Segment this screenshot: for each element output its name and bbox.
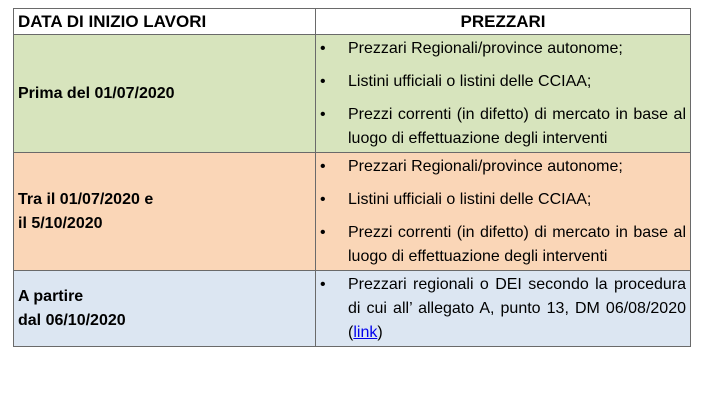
table-row [14, 35, 691, 153]
bullet-icon: • [320, 106, 326, 123]
bullet-icon: • [320, 158, 326, 175]
list-item: • Prezzi correnti (in difetto) di mercato in base al luogo di effettuazione degli interventi [320, 103, 686, 151]
list-item: • Prezzari Regionali/province autonome; [320, 155, 686, 179]
date-label: A partire [18, 287, 84, 305]
list-item: • Listini ufficiali o listini delle CCIAA; [320, 188, 686, 212]
date-label-line2: il 5/10/2020 [18, 214, 103, 232]
bullet-icon: • [320, 276, 326, 293]
prezzari-cell [316, 35, 691, 153]
closing-paren: ) [377, 324, 383, 341]
bullet-icon: • [320, 40, 326, 57]
bullet-icon: • [320, 191, 326, 208]
date-label-line2: dal 06/10/2020 [18, 311, 126, 329]
list-item: • Prezzi correnti (in difetto) di mercato in base al luogo di effettuazione degli interventi [320, 221, 686, 269]
list-item: • Listini ufficiali o listini delle CCIAA; [320, 70, 686, 94]
table-row [14, 153, 691, 271]
prezzari-list [320, 37, 686, 151]
prezzari-table [13, 8, 691, 347]
date-label: Tra il 01/07/2020 e [18, 190, 154, 208]
allegato-link[interactable]: link [353, 324, 378, 341]
header-data-inizio-lavori: DATA DI INIZIO LAVORI [14, 9, 316, 35]
bullet-icon: • [320, 224, 326, 241]
table-header-row [14, 9, 691, 35]
prezzari-cell [316, 271, 691, 347]
header-prezzari: PREZZARI [316, 9, 691, 35]
date-label: Prima del 01/07/2020 [18, 84, 175, 102]
bullet-icon: • [320, 73, 326, 90]
prezzari-list [320, 155, 686, 269]
list-item [320, 273, 686, 345]
list-item: • Prezzari Regionali/province autonome; [320, 37, 686, 61]
prezzari-table-container [13, 8, 690, 347]
prezzari-dei-text: Prezzari regionali o DEI secondo la procedura di cui all’ allegato A, punto 13, DM 06/08/2020 ( [348, 276, 686, 341]
prezzari-list [320, 273, 686, 345]
table-row [14, 271, 691, 347]
date-cell [14, 35, 316, 153]
date-cell [14, 153, 316, 271]
date-cell [14, 271, 316, 347]
prezzari-cell [316, 153, 691, 271]
